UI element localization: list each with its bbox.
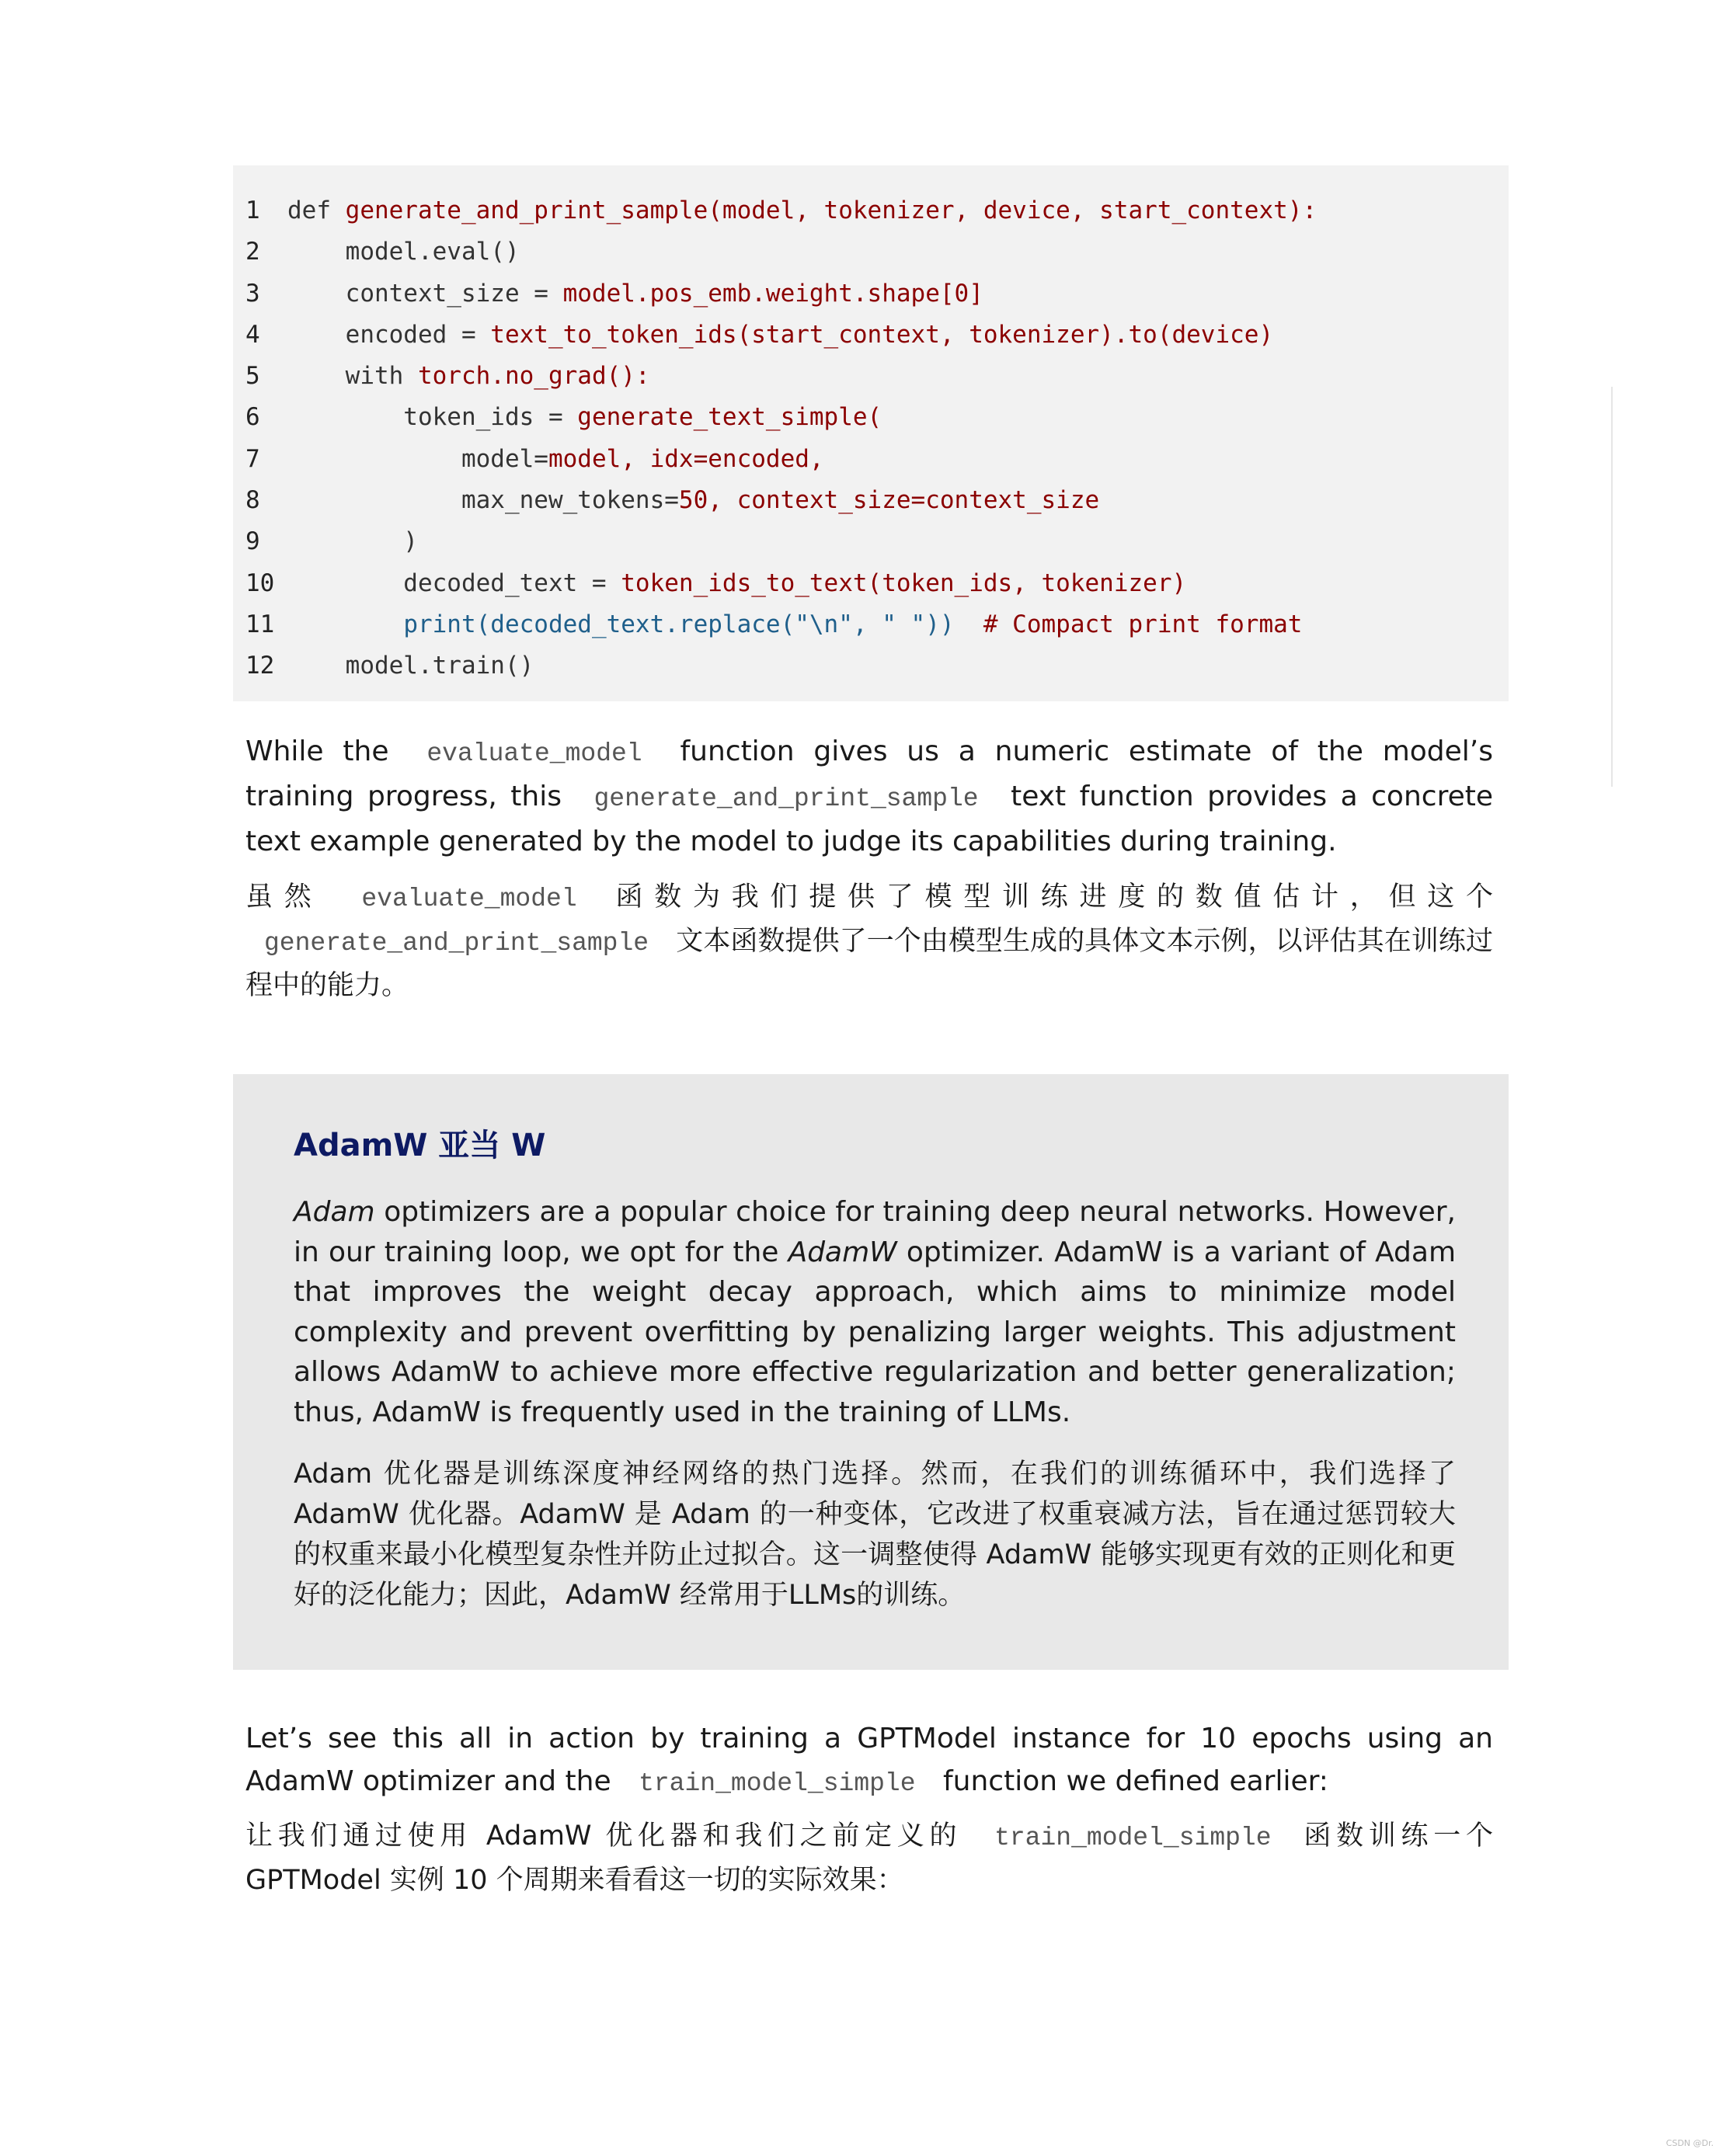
emphasis: AdamW (788, 1236, 897, 1268)
code-token: max_new_tokens= (287, 486, 679, 515)
code-token: model, idx=encoded, (548, 444, 824, 473)
line-number: 11 (245, 610, 275, 638)
text: function gives us a numeric estimate of the model’s training progress, this (245, 735, 1493, 812)
code-token: decoded_text = (287, 569, 621, 597)
text: 函数训练一个 GPTModel 实例 10 个周期来看看这一切的实际效果： (245, 1820, 1493, 1896)
line-number: 4 (245, 320, 260, 349)
paragraph-en-1 (245, 730, 1493, 863)
paragraph-en-2 (245, 1717, 1493, 1805)
inline-code: evaluate_model (426, 739, 642, 768)
code-token: text_to_token_ids(start_context, tokenizer).to(device) (490, 320, 1274, 349)
text: function we defined earlier: (943, 1765, 1328, 1797)
code-line (245, 315, 1509, 356)
note-title: AdamW 亚当 W (294, 1128, 546, 1163)
text: optimizers are a popular choice for training deep neural networks. However, in our training loop, we opt for the (294, 1196, 1456, 1268)
code-token: model.eval() (287, 238, 520, 266)
code-block (233, 165, 1509, 701)
code-token: print(decoded_text.replace("\n", " ")) (403, 610, 955, 638)
text: optimizer. AdamW is a variant of Adam that improves the weight decay approach, which aims to minimize model complexity and prevent overfitting by penalizing larger weights. This adjustment allows AdamW to achieve more effective regularization and better generalization; thus, AdamW is frequently used in the training of LLMs. (294, 1236, 1457, 1428)
code-token: encoded = (287, 320, 491, 349)
note-paragraph-en (294, 1192, 1456, 1432)
paragraph-cn-2 (245, 1815, 1493, 1901)
code-token: token_ids = (287, 403, 578, 432)
emphasis: Adam (294, 1196, 375, 1228)
text: Let’s see this all in action by training a GPTModel instance for 10 epochs using an AdamW optimizer and the (245, 1723, 1493, 1797)
code-line (245, 273, 1509, 315)
code-token: model= (287, 444, 548, 473)
code-line (245, 190, 1509, 231)
code-token: model.train() (287, 652, 534, 680)
text: 文本函数提供了一个由模型生成的具体文本示例，以评估其在训练过程中的能力。 (245, 926, 1493, 1001)
line-number: 5 (245, 362, 260, 391)
line-number: 7 (245, 444, 260, 473)
code-token: context_size = (287, 279, 563, 308)
code-line (245, 604, 1509, 645)
code-line (245, 521, 1509, 562)
code-line (245, 356, 1509, 397)
inline-code: evaluate_model (361, 885, 577, 913)
inline-code: train_model_simple (639, 1769, 916, 1798)
note-box (233, 1074, 1509, 1670)
code-line (245, 439, 1509, 480)
code-line (245, 563, 1509, 604)
note-paragraph-cn: Adam 优化器是训练深度神经网络的热门选择。然而，在我们的训练循环中，我们选择了 AdamW 优化器。AdamW 是 Adam 的一种变体，它改进了权重衰减方法，旨在通过惩罚较大的权重来最小化模型复杂性并防止过拟合。这一调整使得 AdamW 能够实现更有效的正则化和更好的泛化能力；因此，AdamW 经常用于LLMs的训练。 (294, 1459, 1456, 1611)
code-token: generate_text_simple( (577, 403, 882, 432)
text: text function provides a concrete text example generated by the model to judge its capabilities during training. (245, 781, 1493, 857)
code-line (245, 645, 1509, 687)
code-line (245, 397, 1509, 438)
text: 虽然 (245, 882, 323, 913)
line-number: 10 (245, 569, 275, 597)
line-number: 8 (245, 486, 260, 515)
text: 函数为我们提供了模型训练进度的数值估计，但这个 (615, 882, 1493, 913)
code-token: model.pos_emb.weight.shape[0] (562, 279, 983, 308)
code-token: generate_and_print_sample(model, tokenizer, device, start_context): (345, 196, 1317, 224)
code-token (287, 604, 403, 645)
text: While the (245, 735, 389, 767)
watermark: CSDN @Dr. (1666, 2138, 1714, 2148)
code-token: 50, context_size=context_size (678, 486, 1100, 515)
text: 让我们通过使用 AdamW 优化器和我们之前定义的 (245, 1820, 962, 1852)
line-number: 2 (245, 238, 260, 266)
code-token: token_ids_to_text(token_ids, tokenizer) (621, 569, 1187, 597)
code-token: def (287, 196, 346, 224)
scrollbar-track (1611, 387, 1613, 787)
inline-code: train_model_simple (994, 1824, 1272, 1852)
inline-code: generate_and_print_sample (593, 784, 979, 813)
code-line (245, 231, 1509, 273)
line-number: 3 (245, 279, 260, 308)
code-token: ) (287, 527, 418, 556)
line-number: 9 (245, 527, 260, 556)
paragraph-cn-1 (245, 876, 1493, 1007)
line-number: 1 (245, 196, 260, 224)
inline-code: generate_and_print_sample (264, 929, 649, 958)
code-comment: # Compact print format (954, 610, 1303, 638)
line-number: 12 (245, 652, 275, 680)
code-line (245, 480, 1509, 521)
code-token: with (287, 362, 418, 391)
line-number: 6 (245, 403, 260, 432)
code-token: torch.no_grad(): (417, 362, 650, 391)
